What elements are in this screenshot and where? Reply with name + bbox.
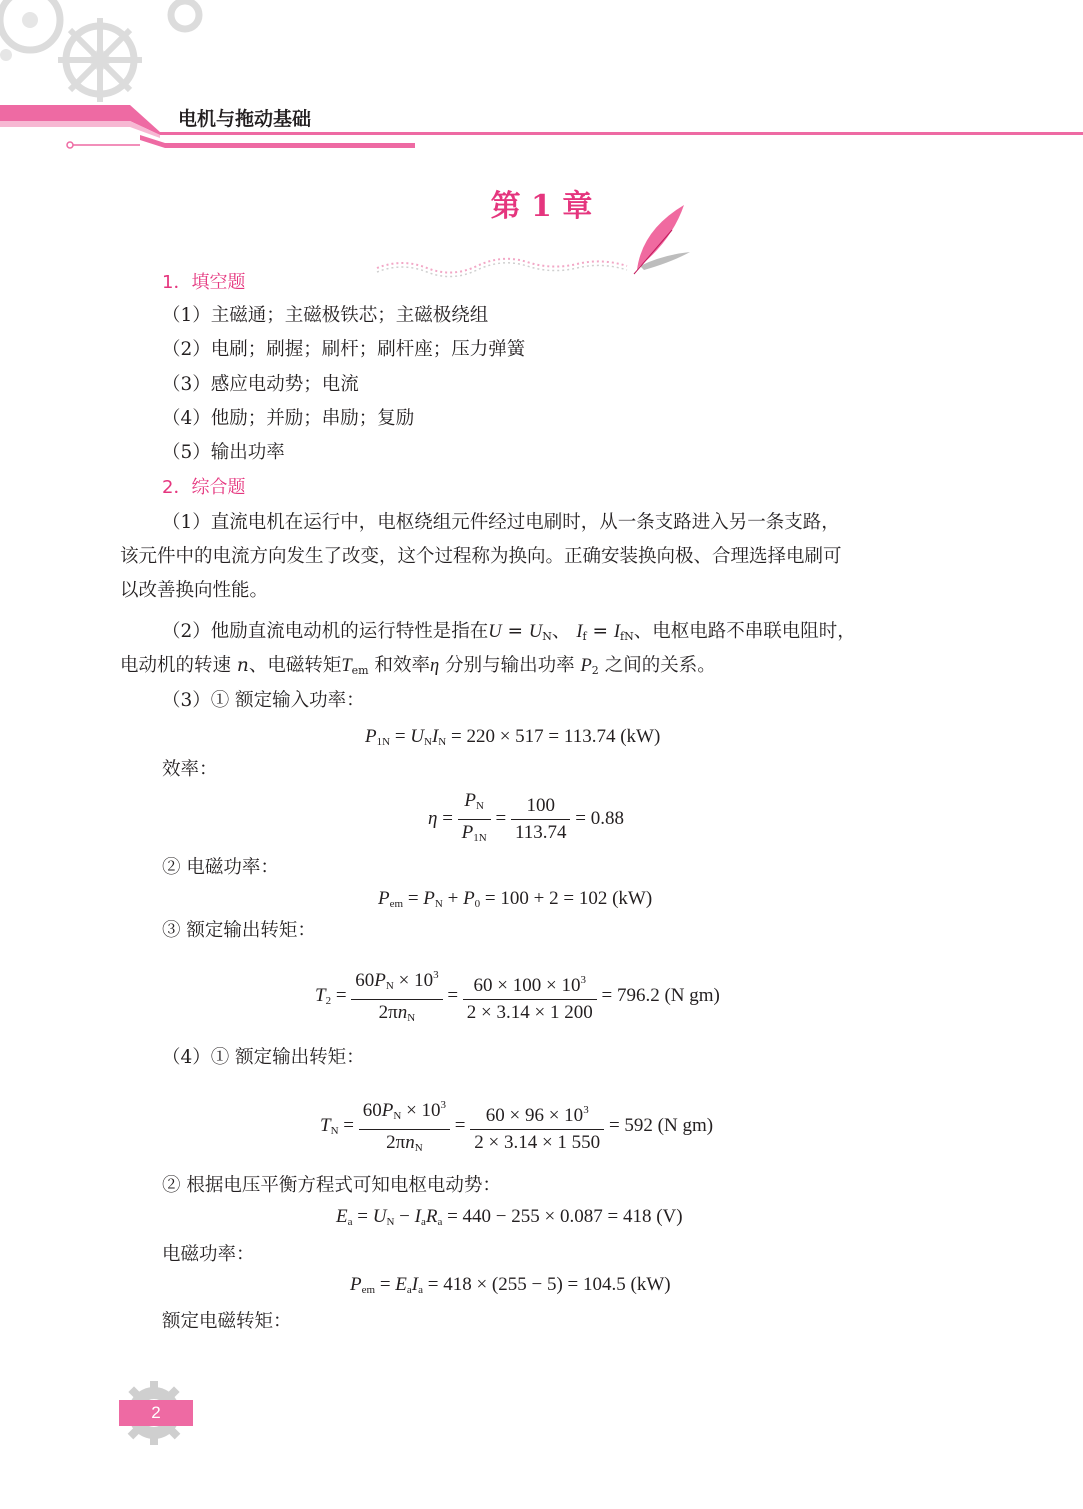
chapter-title: 第 1 章: [490, 189, 593, 224]
q3-intro: （3）① 额定输入功率：: [162, 690, 365, 711]
header-band: [0, 95, 1083, 155]
q1-line-3: 以改善换向性能。: [120, 580, 269, 601]
efficiency-label: 效率：: [162, 759, 218, 780]
formula-pem-2: $P_{em} = E_aI_a = 418 \times (255 - 5) = 104.5$ (kW): [350, 1274, 671, 1296]
book-title: 电机与拖动基础: [178, 108, 312, 130]
fill-answer-2: （2）电刷；刷握；刷杆；刷杆座；压力弹簧: [162, 339, 526, 360]
q2-line-1: （2）他励直流电动机的运行特性是指在$U = U_N$、 $I_f = I_{fN}$、电枢电路不串联电阻时，: [162, 621, 856, 643]
formula-pem: $P_{em} = P_N + P_0 = 100 + 2 = 102$ (kW): [378, 888, 653, 910]
formula-ea: $E_a = U_N - I_aR_a = 440 - 255 \times 0.087 = 418$ (V): [336, 1206, 683, 1228]
tem-label: 额定电磁转矩：: [162, 1311, 292, 1332]
formula-t2: $T_2$ = $\frac{60P_N \times 10^3}{2\pi n_N}$ = $\frac{60 \times 100 \times 10^3}{2 \times 3.14 \times 1 200}$ = 796.2 (N gm): [315, 962, 720, 1031]
q4-part2-label: ② 根据电压平衡方程式可知电枢电动势：: [162, 1175, 501, 1196]
fill-answer-3: （3）感应电动势；电流: [162, 374, 359, 395]
formula-efficiency: η = $\frac{P_N}{P_{1N}}$ = $\frac{100}{113.74}$ = 0.88: [428, 790, 624, 844]
pem-label: 电磁功率：: [162, 1244, 255, 1265]
fill-answer-4: （4）他励；并励；串励；复励: [162, 408, 415, 429]
section-2-title: 2．综合题: [162, 477, 246, 498]
q3-part3-label: ③ 额定输出转矩：: [162, 920, 316, 941]
q4-intro: （4）① 额定输出转矩：: [162, 1047, 365, 1068]
fill-answer-5: （5）输出功率: [162, 442, 285, 463]
q3-part2-label: ② 电磁功率：: [162, 857, 279, 878]
section-1-title: 1．填空题: [162, 272, 246, 293]
q1-line-2: 该元件中的电流方向发生了改变，这个过程称为换向。正确安装换向极、合理选择电刷可: [120, 546, 842, 567]
page-number: 2: [151, 1403, 161, 1422]
formula-p1n: $P_{1N} = U_NI_N = 220 \times 517 = 113.74$ (kW): [365, 726, 661, 748]
q2-line-2: 电动机的转速 n、电磁转矩$T_{em}$ 和效率η 分别与输出功率 $P_2$ 之间的关系。: [120, 655, 716, 677]
feather-icon: [372, 200, 692, 280]
formula-tn: $T_N$ = $\frac{60P_N \times 10^3}{2\pi n_N}$ = $\frac{60 \times 96 \times 10^3}{2 \times 3.14 \times 1 550}$ = 592 (N gm): [320, 1092, 713, 1161]
q1-line-1: （1）直流电机在运行中，电枢绕组元件经过电刷时，从一条支路进入另一条支路，: [162, 512, 840, 533]
fill-answer-1: （1）主磁通；主磁极铁芯；主磁极绕组: [162, 305, 489, 326]
